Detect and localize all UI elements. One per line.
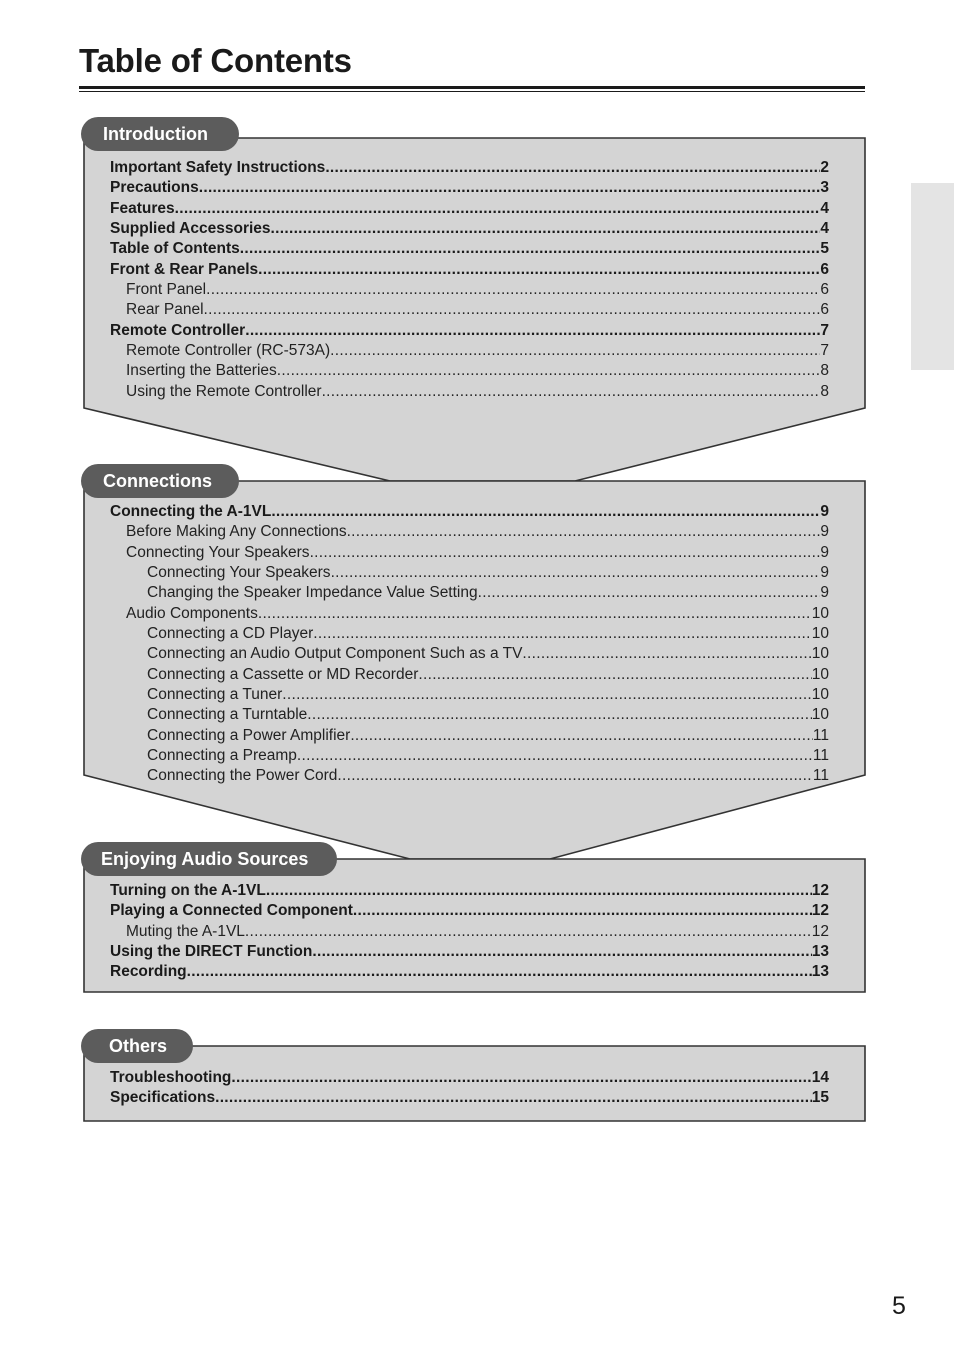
section-tab-connections: Connections <box>81 464 239 498</box>
toc-list-introduction <box>110 158 829 402</box>
toc-entry-page-number: 9 <box>820 543 829 561</box>
toc-entry-title: Connecting a Power Amplifier <box>147 726 351 744</box>
toc-entry-page-number: 10 <box>811 645 829 663</box>
toc-dot-leader <box>206 280 820 300</box>
toc-entry-title: Audio Components <box>126 604 258 622</box>
toc-entry-page-number: 11 <box>812 747 829 765</box>
toc-entry[interactable] <box>110 1068 829 1088</box>
toc-dot-leader <box>322 382 821 402</box>
toc-dot-leader <box>271 219 821 239</box>
toc-dot-leader <box>418 665 811 685</box>
toc-entry-page-number: 15 <box>811 1089 829 1107</box>
toc-dot-leader <box>277 361 821 381</box>
toc-entry-page-number: 9 <box>820 503 829 520</box>
toc-entry-page-number: 6 <box>820 260 829 278</box>
toc-entry-page-number: 10 <box>811 706 829 724</box>
toc-entry-page-number: 14 <box>811 1069 829 1086</box>
toc-entry-page-number: 9 <box>820 584 829 602</box>
toc-entry-title: Troubleshooting <box>110 1069 232 1086</box>
toc-entry-title: Connecting the A-1VL <box>110 503 272 520</box>
toc-entry[interactable] <box>110 321 829 341</box>
toc-entry[interactable] <box>110 685 829 705</box>
toc-dot-leader <box>245 321 820 341</box>
toc-entry-page-number: 7 <box>820 342 829 360</box>
toc-entry[interactable] <box>110 382 829 402</box>
toc-entry[interactable] <box>110 219 829 239</box>
toc-entry-title: Rear Panel <box>126 301 204 319</box>
toc-entry[interactable] <box>110 260 829 280</box>
toc-list-others <box>110 1068 829 1109</box>
toc-dot-leader <box>282 685 811 705</box>
toc-entry-title: Connecting a CD Player <box>147 625 314 643</box>
toc-entry-page-number: 4 <box>820 199 829 217</box>
toc-entry[interactable] <box>110 583 829 603</box>
toc-entry-title: Connecting a Cassette or MD Recorder <box>147 665 419 683</box>
toc-list-enjoying-audio-sources <box>110 881 829 983</box>
toc-entry[interactable] <box>110 361 829 381</box>
toc-entry-title: Connecting an Audio Output Component Such as a TV <box>147 645 523 663</box>
toc-entry-page-number: 12 <box>811 902 829 920</box>
toc-entry-title: Features <box>110 199 175 217</box>
toc-entry[interactable] <box>110 901 829 921</box>
toc-dot-leader <box>258 604 812 624</box>
toc-entry-page-number: 5 <box>820 240 829 258</box>
toc-entry[interactable] <box>110 502 829 522</box>
toc-dot-leader <box>199 178 821 198</box>
toc-dot-leader <box>350 726 813 746</box>
page-title: Table of Contents <box>79 42 352 79</box>
toc-list-connections <box>110 502 829 787</box>
toc-entry-page-number: 8 <box>820 362 829 380</box>
page-number: 5 <box>892 1292 906 1320</box>
toc-entry-title: Connecting Your Speakers <box>147 564 331 582</box>
toc-dot-leader <box>175 199 821 219</box>
toc-entry-title: Specifications <box>110 1089 216 1107</box>
toc-entry-page-number: 9 <box>820 523 829 541</box>
toc-dot-leader <box>522 644 811 664</box>
toc-entry-title: Using the Remote Controller <box>126 382 322 400</box>
toc-dot-leader <box>312 942 811 962</box>
toc-entry[interactable] <box>110 624 829 644</box>
toc-dot-leader <box>231 1068 811 1088</box>
toc-entry-page-number: 13 <box>811 963 829 981</box>
toc-entry-page-number: 9 <box>820 564 829 582</box>
toc-entry-title: Remote Controller (RC-573A) <box>126 342 331 360</box>
toc-dot-leader <box>245 922 812 942</box>
toc-entry-title: Before Making Any Connections <box>126 523 347 541</box>
section-tab-others: Others <box>81 1029 193 1063</box>
toc-entry-title: Inserting the Batteries <box>126 362 277 380</box>
toc-entry-page-number: 8 <box>820 382 829 400</box>
toc-entry-page-number: 6 <box>820 301 829 319</box>
toc-entry-page-number: 11 <box>812 767 829 785</box>
toc-entry-title: Connecting a Tuner <box>147 686 283 704</box>
toc-entry-title: Connecting a Turntable <box>147 706 308 724</box>
toc-dot-leader <box>258 260 820 280</box>
toc-entry[interactable] <box>110 644 829 664</box>
toc-entry-page-number: 3 <box>820 179 829 197</box>
toc-dot-leader <box>297 746 813 766</box>
toc-entry[interactable] <box>110 726 829 746</box>
toc-entry-page-number: 10 <box>811 686 829 704</box>
toc-entry[interactable] <box>110 543 829 563</box>
toc-dot-leader <box>204 300 821 320</box>
toc-entry-title: Using the DIRECT Function <box>110 943 313 961</box>
toc-entry-page-number: 12 <box>811 882 829 899</box>
toc-entry-title: Front & Rear Panels <box>110 260 259 278</box>
toc-entry-page-number: 10 <box>811 665 829 683</box>
toc-dot-leader <box>325 158 820 178</box>
toc-dot-leader <box>215 1088 812 1108</box>
toc-entry[interactable] <box>110 942 829 962</box>
toc-entry-page-number: 13 <box>811 943 829 961</box>
toc-entry[interactable] <box>110 280 829 300</box>
toc-dot-leader <box>353 901 812 921</box>
toc-entry-title: Connecting Your Speakers <box>126 543 310 561</box>
toc-dot-leader <box>337 766 812 786</box>
toc-entry[interactable] <box>110 746 829 766</box>
toc-entry[interactable] <box>110 158 829 178</box>
toc-entry-page-number: 4 <box>820 220 829 238</box>
toc-entry[interactable] <box>110 881 829 901</box>
toc-dot-leader <box>313 624 811 644</box>
toc-entry-page-number: 10 <box>811 604 829 622</box>
toc-entry[interactable] <box>110 604 829 624</box>
toc-entry-page-number: 10 <box>811 625 829 643</box>
toc-entry[interactable] <box>110 178 829 198</box>
toc-entry[interactable] <box>110 962 829 982</box>
toc-dot-leader <box>347 522 821 542</box>
toc-entry[interactable] <box>110 922 829 942</box>
toc-entry-title: Table of Contents <box>110 240 240 258</box>
section-tab-enjoying-audio-sources: Enjoying Audio Sources <box>81 842 337 876</box>
toc-entry-page-number: 12 <box>811 922 829 940</box>
toc-entry-title: Remote Controller <box>110 321 246 339</box>
toc-dot-leader <box>307 705 811 725</box>
toc-dot-leader <box>330 341 820 361</box>
toc-entry-title: Playing a Connected Component <box>110 902 353 920</box>
toc-entry-page-number: 11 <box>812 726 829 744</box>
toc-dot-leader <box>271 502 820 522</box>
toc-entry[interactable] <box>110 705 829 725</box>
toc-entry-title: Changing the Speaker Impedance Value Setting <box>147 584 478 602</box>
toc-entry-title: Front Panel <box>126 281 207 299</box>
toc-entry[interactable] <box>110 239 829 259</box>
toc-dot-leader <box>240 239 821 259</box>
toc-dot-leader <box>478 583 821 603</box>
section-tab-introduction: Introduction <box>81 117 239 151</box>
toc-entry[interactable] <box>110 300 829 320</box>
toc-entry[interactable] <box>110 341 829 361</box>
toc-entry-title: Connecting the Power Cord <box>147 767 338 785</box>
toc-entry-title: Recording <box>110 963 187 981</box>
toc-entry[interactable] <box>110 522 829 542</box>
toc-entry[interactable] <box>110 199 829 219</box>
toc-dot-leader <box>266 881 812 901</box>
toc-entry[interactable] <box>110 766 829 786</box>
toc-dot-leader <box>187 962 812 982</box>
toc-dot-leader <box>331 563 821 583</box>
toc-entry[interactable] <box>110 1088 829 1108</box>
toc-entry[interactable] <box>110 665 829 685</box>
toc-entry-page-number: 2 <box>820 159 829 176</box>
toc-entry-page-number: 7 <box>820 321 829 339</box>
toc-entry-title: Muting the A-1VL <box>126 922 245 940</box>
toc-entry-title: Important Safety Instructions <box>110 159 326 176</box>
toc-dot-leader <box>310 543 821 563</box>
toc-entry-title: Precautions <box>110 179 199 197</box>
toc-entry-title: Turning on the A-1VL <box>110 882 266 899</box>
toc-entry[interactable] <box>110 563 829 583</box>
toc-entry-page-number: 6 <box>820 281 829 299</box>
toc-entry-title: Supplied Accessories <box>110 220 271 238</box>
toc-entry-title: Connecting a Preamp <box>147 747 297 765</box>
